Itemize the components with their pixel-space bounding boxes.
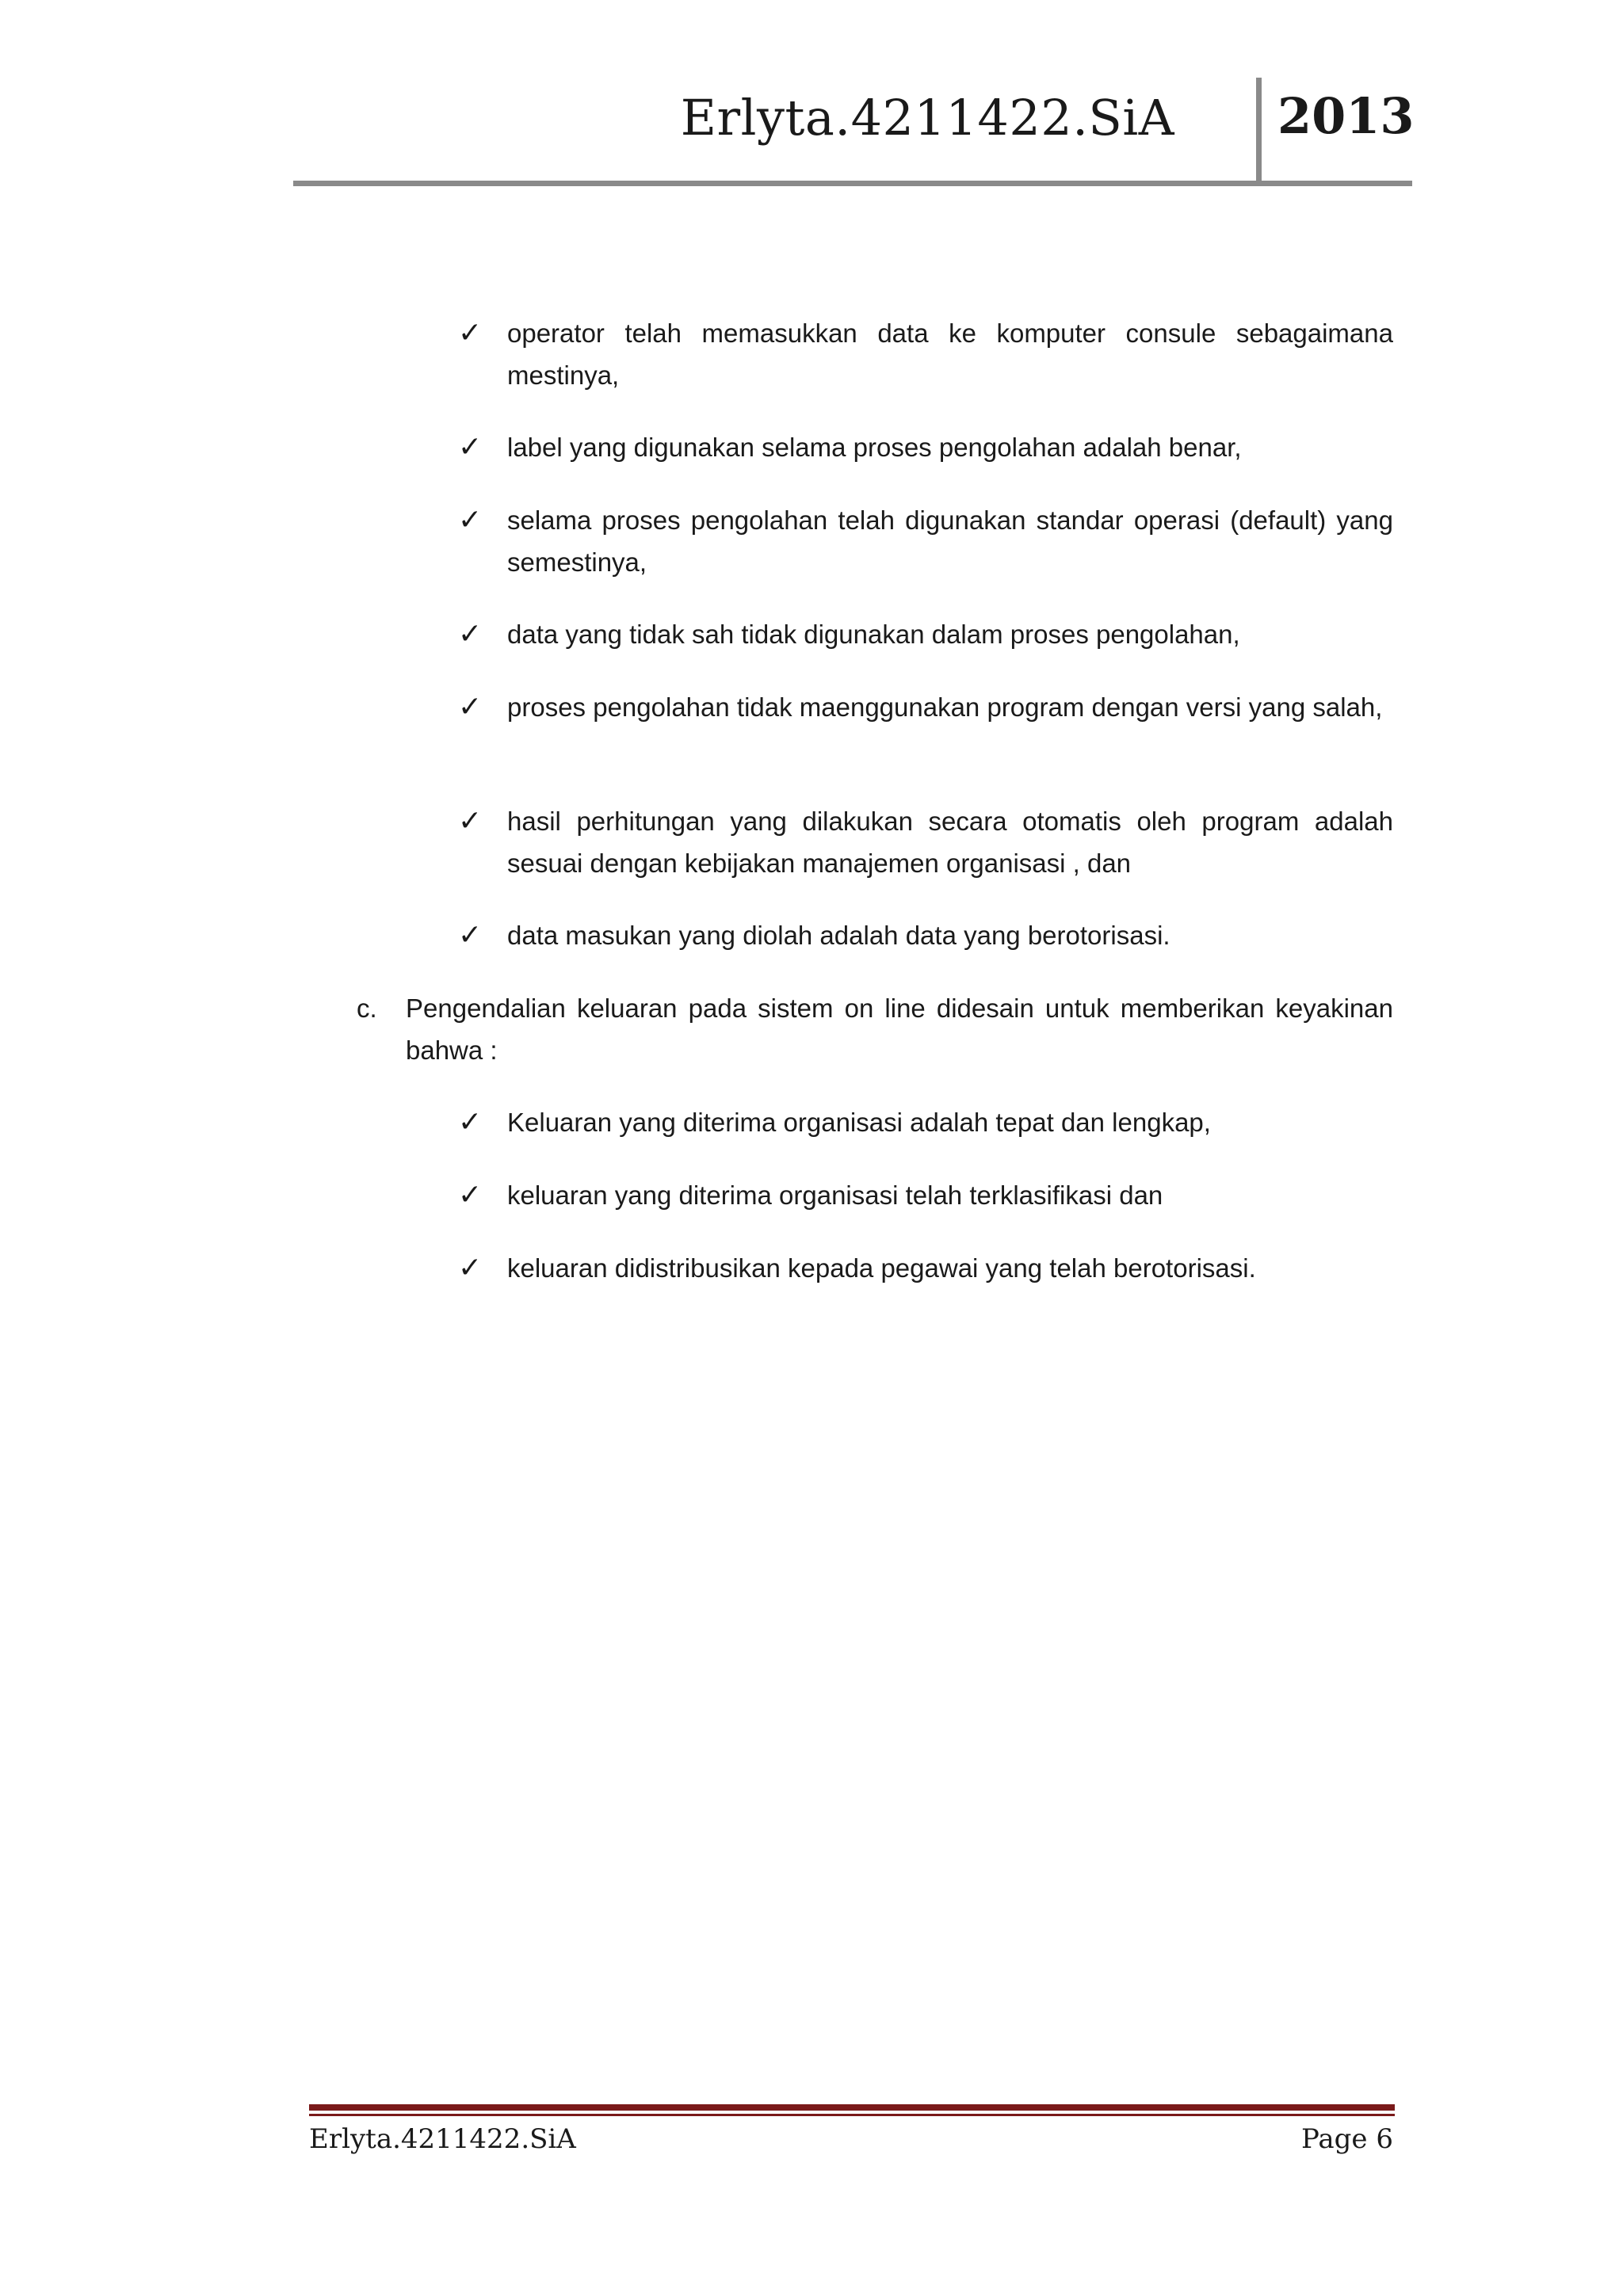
check-item-text: data masukan yang diolah adalah data yang berotorisasi. (507, 921, 1170, 950)
check-item-text: label yang digunakan selama proses pengolahan adalah benar, (507, 433, 1242, 462)
check-icon: ✓ (458, 504, 483, 536)
check-item-text: Keluaran yang diterima organisasi adalah tepat dan lengkap, (507, 1108, 1211, 1137)
header-rule (293, 181, 1412, 186)
check-item-text: selama proses pengolahan telah digunakan standar operasi (default) yang semestinya, (507, 505, 1393, 577)
check-item-text: proses pengolahan tidak maenggunakan program dengan versi yang salah, (507, 692, 1383, 722)
footer-page-number: Page 6 (1301, 2123, 1393, 2155)
check-item-text: keluaran didistribusikan kepada pegawai yang telah berotorisasi. (507, 1253, 1256, 1283)
check-icon: ✓ (458, 1179, 483, 1211)
section-c-marker: c. (357, 994, 377, 1023)
check-icon: ✓ (458, 691, 483, 723)
header-year: 2013 (1277, 87, 1415, 145)
check-item-text: keluaran yang diterima organisasi telah terklasifikasi dan (507, 1180, 1163, 1210)
header-title: Erlyta.4211422.SiA (680, 89, 1174, 147)
page-header (293, 78, 1415, 185)
check-icon: ✓ (458, 317, 483, 349)
section-c-text: Pengendalian keluaran pada sistem on line didesain untuk memberikan keyakinan bahwa : (406, 994, 1393, 1065)
check-item-text: data yang tidak sah tidak digunakan dalam proses pengolahan, (507, 620, 1240, 649)
footer-rule-thin (309, 2114, 1395, 2116)
check-icon: ✓ (458, 919, 483, 952)
check-item-text: hasil perhitungan yang dilakukan secara otomatis oleh program adalah sesuai dengan kebijakan manajemen organisasi , dan (507, 807, 1393, 878)
check-icon: ✓ (458, 618, 483, 650)
check-icon: ✓ (458, 1252, 483, 1284)
check-icon: ✓ (458, 1106, 483, 1138)
check-icon: ✓ (458, 431, 483, 463)
footer-rule (309, 2104, 1395, 2111)
check-item-text: operator telah memasukkan data ke komputer consule sebagaimana mestinya, (507, 318, 1393, 390)
header-divider (1256, 78, 1262, 182)
footer-author: Erlyta.4211422.SiA (309, 2123, 576, 2155)
check-icon: ✓ (458, 805, 483, 837)
